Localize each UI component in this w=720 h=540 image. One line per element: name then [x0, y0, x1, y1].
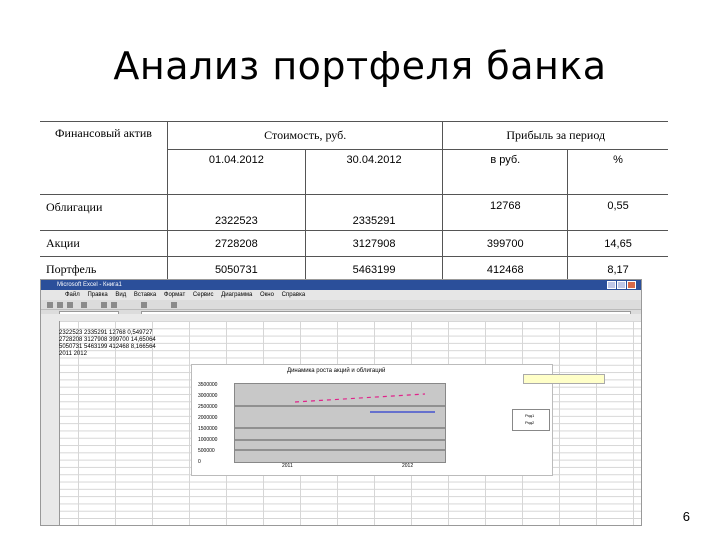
- row-profit-pct: 14,65: [568, 231, 668, 257]
- series-line-row2: [295, 394, 425, 402]
- row-profit-pct: 8,17: [568, 257, 668, 283]
- chart-lines: [235, 384, 445, 462]
- header-cost: Стоимость, руб.: [168, 122, 443, 150]
- y-tick: 1500000: [198, 426, 218, 432]
- row-headers: [41, 321, 60, 525]
- excel-window-title: Microsoft Excel - Книга1: [57, 282, 122, 288]
- sub-date-1: 01.04.2012: [168, 150, 306, 195]
- legend-entry: Ряд2: [525, 420, 535, 425]
- row-name: Облигации: [40, 195, 168, 231]
- menu-format[interactable]: Формат: [163, 292, 186, 298]
- close-icon[interactable]: [627, 281, 636, 289]
- menu-view[interactable]: Вид: [115, 292, 127, 298]
- chart-title: Динамика роста акций и облигаций: [287, 368, 386, 374]
- row-value-2: 3127908: [305, 231, 443, 257]
- minimize-icon[interactable]: [607, 281, 616, 289]
- row-profit-rub: 399700: [443, 231, 568, 257]
- save-icon[interactable]: [67, 302, 73, 308]
- row-profit-rub: 12768: [443, 195, 568, 231]
- cell-row: 2728208 3127908 399700 14,65064: [59, 337, 156, 343]
- sum-icon[interactable]: [141, 302, 147, 308]
- table-row: [40, 231, 668, 257]
- slide-title: Анализ портфеля банка: [113, 44, 607, 88]
- y-tick: 0: [198, 459, 201, 465]
- menu-insert[interactable]: Вставка: [133, 292, 157, 298]
- row-value-2: 2335291: [305, 195, 443, 231]
- redo-icon[interactable]: [111, 302, 117, 308]
- x-tick: 2011: [282, 463, 293, 469]
- row-name: Акции: [40, 231, 168, 257]
- menu-tools[interactable]: Сервис: [192, 292, 214, 298]
- x-tick: 2012: [402, 463, 414, 469]
- table-row: [40, 195, 668, 231]
- sub-rub: в руб.: [443, 150, 568, 195]
- chart-legend: [512, 409, 550, 431]
- excel-chart[interactable]: [191, 364, 553, 476]
- maximize-icon[interactable]: [617, 281, 626, 289]
- header-profit: Прибыль за период: [443, 122, 668, 150]
- cell-row: 2011 2012: [59, 351, 87, 357]
- sheet-cells: [59, 330, 156, 358]
- menu-help[interactable]: Справка: [281, 292, 306, 298]
- legend-entry: Ряд1: [525, 413, 535, 418]
- row-value-1: 2728208: [168, 231, 306, 257]
- row-profit-pct: 0,55: [568, 195, 668, 231]
- print-icon[interactable]: [81, 302, 87, 308]
- y-tick: 2500000: [198, 404, 218, 410]
- excel-menubar: [41, 290, 641, 300]
- row-value-2: 5463199: [305, 257, 443, 283]
- excel-toolbar-standard: [41, 300, 641, 310]
- cell-row: 5050731 5463199 412468 8,166564: [59, 344, 156, 350]
- cell-row: 2322523 2335291 12768 0,549727: [59, 330, 153, 336]
- excel-titlebar: [41, 280, 641, 290]
- header-asset: Финансовый актив: [40, 122, 168, 195]
- y-tick: 1000000: [198, 437, 218, 443]
- chart-tooltip: [523, 374, 605, 384]
- y-tick: 500000: [198, 448, 215, 454]
- y-tick: 2000000: [198, 415, 218, 421]
- chart-plot-area: [234, 383, 446, 463]
- row-profit-rub: 412468: [443, 257, 568, 283]
- open-icon[interactable]: [57, 302, 63, 308]
- chart-wizard-icon[interactable]: [171, 302, 177, 308]
- sub-date-2: 30.04.2012: [305, 150, 443, 195]
- undo-icon[interactable]: [101, 302, 107, 308]
- menu-edit[interactable]: Правка: [87, 292, 108, 298]
- page-number: 6: [682, 509, 690, 524]
- excel-screenshot: [40, 279, 642, 526]
- sub-pct: %: [568, 150, 668, 195]
- menu-window[interactable]: Окно: [260, 292, 274, 298]
- menu-file[interactable]: Файл: [65, 292, 80, 298]
- new-icon[interactable]: [47, 302, 53, 308]
- row-value-1: 5050731: [168, 257, 306, 283]
- row-value-1: 2322523: [168, 195, 306, 231]
- y-tick: 3500000: [198, 382, 218, 388]
- portfolio-table: [40, 121, 668, 282]
- menu-chart[interactable]: Диаграмма: [221, 292, 253, 298]
- row-name: Портфель: [40, 257, 168, 283]
- y-tick: 3000000: [198, 393, 218, 399]
